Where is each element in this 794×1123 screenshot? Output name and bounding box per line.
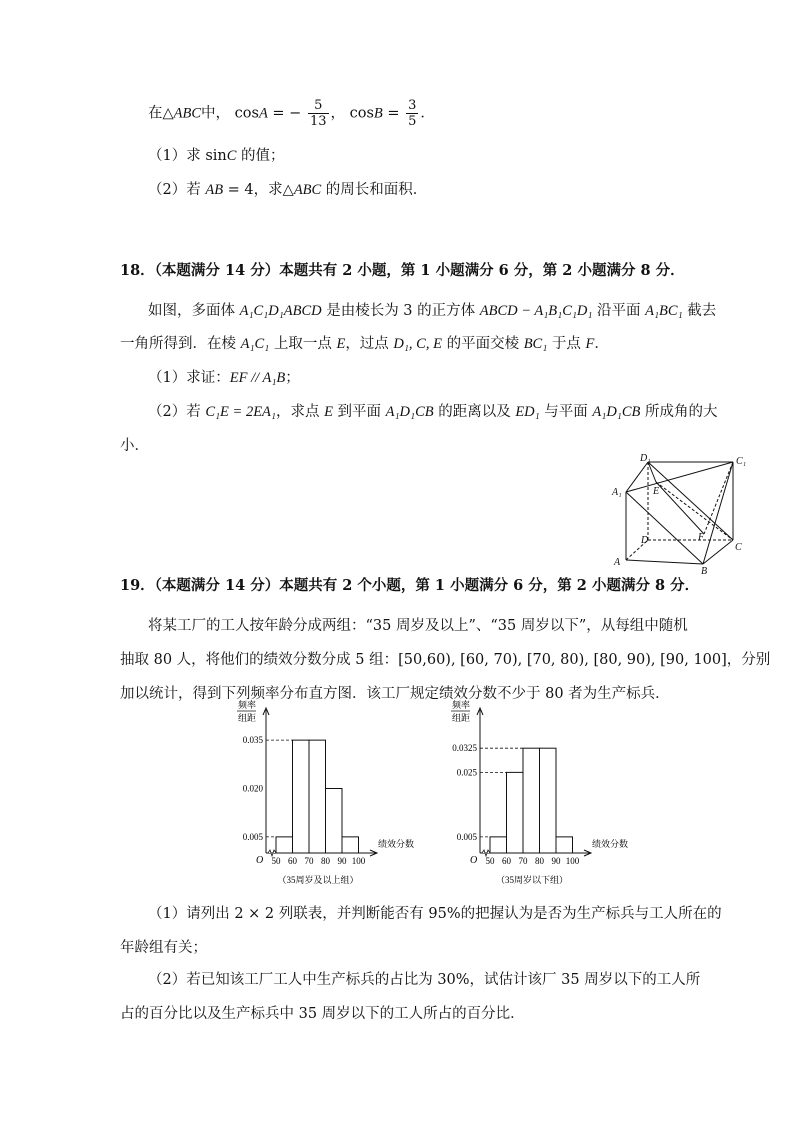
label-F: F [698,532,705,543]
histogram-35-and-above [218,700,428,895]
histogram-under-35 [432,700,642,895]
y-tick-label: 0.0325 [452,743,477,754]
q18-line2: 一角所得到．在棱 A₁C₁ 上取一点 E，过点 D₁, C, E 的平面交棱 BC₁ 于点 F． [120,336,609,352]
x-tick-label: 90 [551,856,561,866]
x-tick-label: 90 [337,856,347,866]
y-label-bottom: 组距 [452,713,471,723]
histogram-bar [507,772,524,853]
label-D1: D₁ [640,453,651,464]
q19-part1-cont: 年龄组有关； [120,940,207,956]
polyhedron-figure [608,452,758,578]
histogram-bar [490,837,507,853]
x-tick-label: 50 [271,856,281,866]
y-tick-label: 0.025 [456,767,477,778]
x-tick-label: 50 [485,856,495,866]
y-tick-label: 0.005 [242,831,263,842]
y-tick-label: 0.005 [456,831,477,842]
label-E: E [653,486,660,497]
q18-line1: 如图，多面体 A₁C₁D₁ABCD 是由棱长为 3 的正方体 ABCD − A₁B₁C₁D₁ 沿平面 A₁BC₁ 截去 [148,303,717,319]
q17-stem: 在△ABC中， cosA = − $\frac{5}{13}$ ， cosB = $\frac{3}{5}$ ． [148,98,435,129]
cosA-fraction: $\frac{5}{13}$ [309,98,327,129]
x-tick-label: 70 [304,856,314,866]
x-axis-label: 绩效分数 [378,839,415,849]
q19-line3: 加以统计，得到下列频率分布直方图．该工厂规定绩效分数不少于 80 者为生产标兵． [120,686,670,702]
label-D: D [641,535,649,546]
x-tick-label: 60 [502,856,511,866]
y-tick-label: 0.020 [242,783,263,794]
origin-label: O [470,855,478,866]
origin-label: O [256,855,264,866]
histogram-bar [540,748,557,853]
histogram-bar [342,837,359,853]
q19-header: 19．（本题满分 14 分）本题共有 2 个小题，第 1 小题满分 6 分，第 2 小题满分 8 分． [120,577,700,594]
histogram-bar [293,740,310,853]
y-label-top: 频率 [238,700,257,710]
y-label-bottom: 组距 [238,713,257,723]
histogram-bar [326,789,343,854]
x-tick-label: 60 [288,856,297,866]
label-A: A [614,557,621,568]
q19-part2: （2）若已知该工厂工人中生产标兵的占比为 30%，试估计该厂 35 周岁以下的工人所 [148,972,701,988]
y-label-top: 频率 [452,700,471,710]
q18-part2-cont: 小． [120,438,149,454]
q17-part1: （1）求 sinC 的值； [148,148,285,164]
x-tick-label: 80 [321,856,330,866]
histogram-bar [276,837,293,853]
label-B: B [701,566,708,577]
q18-part2: （2）若 C₁E = 2EA₁，求点 E 到平面 A₁D₁CB 的距离以及 ED₁ 与平面 A₁D₁CB 所成角的大 [148,404,718,420]
x-tick-label: 100 [351,856,366,866]
histogram-bar [523,748,540,853]
q19-part1: （1）请列出 2 × 2 列联表，并判断能否有 95%的把握认为是否为生产标兵与工人所在的 [148,906,722,922]
x-tick-label: 80 [535,856,544,866]
cosB-fraction: $\frac{3}{5}$ [408,98,417,129]
x-tick-label: 100 [565,856,580,866]
histogram-bar [309,740,326,853]
chart-caption: （35周岁以下组） [495,875,569,885]
q19-line1: 将某工厂的工人按年龄分成两组：“35 周岁及以上”、“35 周岁以下”，从每组中随机 [148,618,688,634]
q18-part1: （1）求证：EF // A₁B； [148,370,300,386]
histogram-bar [556,837,573,853]
x-tick-label: 70 [518,856,528,866]
q17-part2: （2）若 AB = 4，求△ABC 的周长和面积． [148,182,428,198]
q19-line2: 抽取 80 人，将他们的绩效分数分成 5 组：[50,60), [60, 70), [70, 80), [80, 90), [90, 100]，分别 [120,652,771,668]
chart-caption: （35周岁及以上组） [277,875,359,885]
label-A1: A₁ [612,487,622,498]
q18-header: 18．（本题满分 14 分）本题共有 2 小题，第 1 小题满分 6 分，第 2 小题满分 8 分． [120,262,685,279]
label-C1: C₁ [736,456,747,467]
y-tick-label: 0.035 [242,735,263,746]
label-C: C [735,542,742,553]
q19-part2-cont: 占的百分比以及生产标兵中 35 周岁以下的工人所占的百分比． [120,1006,525,1022]
x-axis-label: 绩效分数 [592,839,629,849]
